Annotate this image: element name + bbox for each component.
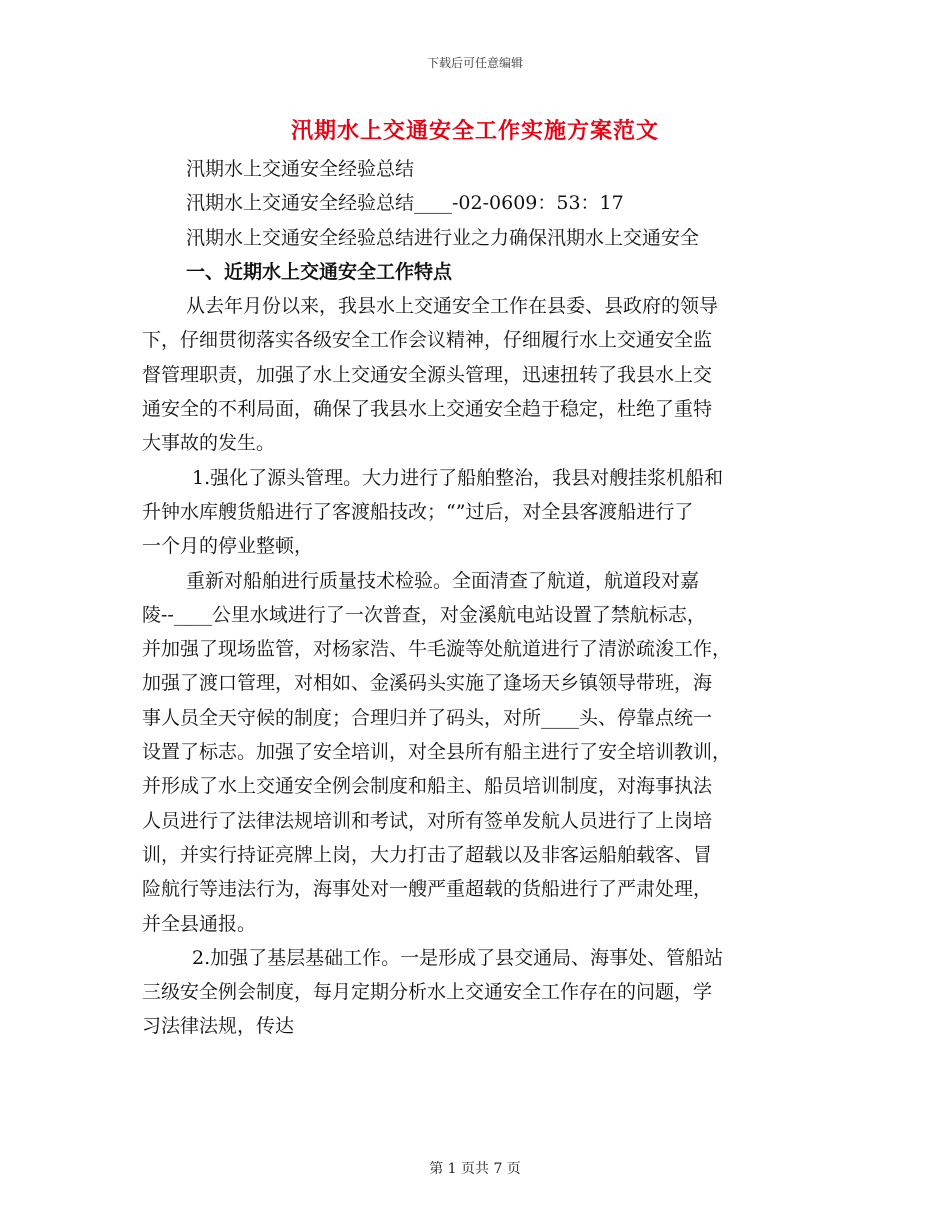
subtitle-line: 汛期水上交通安全经验总结 <box>186 158 415 180</box>
paragraph-line: 2.加强了基层基础工作。一是形成了县交通局、海事处、管船站 <box>192 946 724 969</box>
paragraph-line: 习法律法规，传达 <box>142 1015 295 1038</box>
paragraph-line: 督管理职责，加强了水上交通安全源头管理，迅速扭转了我县水上交 <box>142 363 713 386</box>
paragraph-line: 事人员全天守候的制度；合理归并了码头，对所____头、停靠点统一 <box>142 706 713 729</box>
subtitle-theme-line: 汛期水上交通安全经验总结进行业之力确保汛期水上交通安全 <box>186 226 700 249</box>
paragraph-line: 并全县通报。 <box>142 912 257 935</box>
paragraph-line: 设置了标志。加强了安全培训，对全县所有船主进行了安全培训教训， <box>142 741 732 764</box>
paragraph-line: 险航行等违法行为，海事处对一艘严重超载的货船进行了严肃处理， <box>142 878 713 901</box>
document-title: 汛期水上交通安全工作实施方案范文 <box>290 118 659 144</box>
paragraph-line: 人员进行了法律法规培训和考试，对所有签单发航人员进行了上岗培 <box>142 809 713 832</box>
subtitle-date-line: 汛期水上交通安全经验总结____-02-0609：53：17 <box>186 192 624 215</box>
paragraph-line: 从去年月份以来，我县水上交通安全工作在县委、县政府的领导 <box>186 295 719 318</box>
paragraph-line: 训，并实行持证亮牌上岗，大力打击了超载以及非客运船舶载客、冒 <box>142 843 713 866</box>
paragraph-line: 并形成了水上交通安全例会制度和船主、船员培训制度，对海事执法 <box>142 775 713 798</box>
document-body <box>142 152 822 1044</box>
paragraph-line: 重新对船舶进行质量技术检验。全面清查了航道，航道段对嘉 <box>186 569 700 592</box>
paragraph-line: 陵--____公里水域进行了一次普查，对金溪航电站设置了禁航标志， <box>142 603 706 626</box>
paragraph-line: 升钟水库艘货船进行了客渡船技改；“”过后，对全县客渡船进行了 <box>142 500 694 523</box>
paragraph-line: 三级安全例会制度，每月定期分析水上交通安全工作存在的问题，学 <box>142 981 713 1004</box>
paragraph-line: 1.强化了源头管理。大力进行了船舶整治，我县对艘挂浆机船和 <box>192 466 724 489</box>
section-heading: 一、近期水上交通安全工作特点 <box>186 260 453 283</box>
page-number: 第 1 页共 7 页 <box>429 1161 521 1177</box>
paragraph-line: 通安全的不利局面，确保了我县水上交通安全趋于稳定，杜绝了重特 <box>142 398 713 421</box>
paragraph-line: 并加强了现场监管，对杨家浩、牛毛漩等处航道进行了清淤疏浚工作， <box>142 638 732 661</box>
paragraph-line: 加强了渡口管理，对相如、金溪码头实施了逢场天乡镇领导带班，海 <box>142 672 713 695</box>
paragraph-line: 下，仔细贯彻落实各级安全工作会议精神，仔细履行水上交通安全监 <box>142 329 713 352</box>
paragraph-line: 大事故的发生。 <box>142 432 276 455</box>
page-header-note: 下载后可任意编辑 <box>426 56 523 70</box>
paragraph-line: 一个月的停业整顿， <box>142 535 314 558</box>
